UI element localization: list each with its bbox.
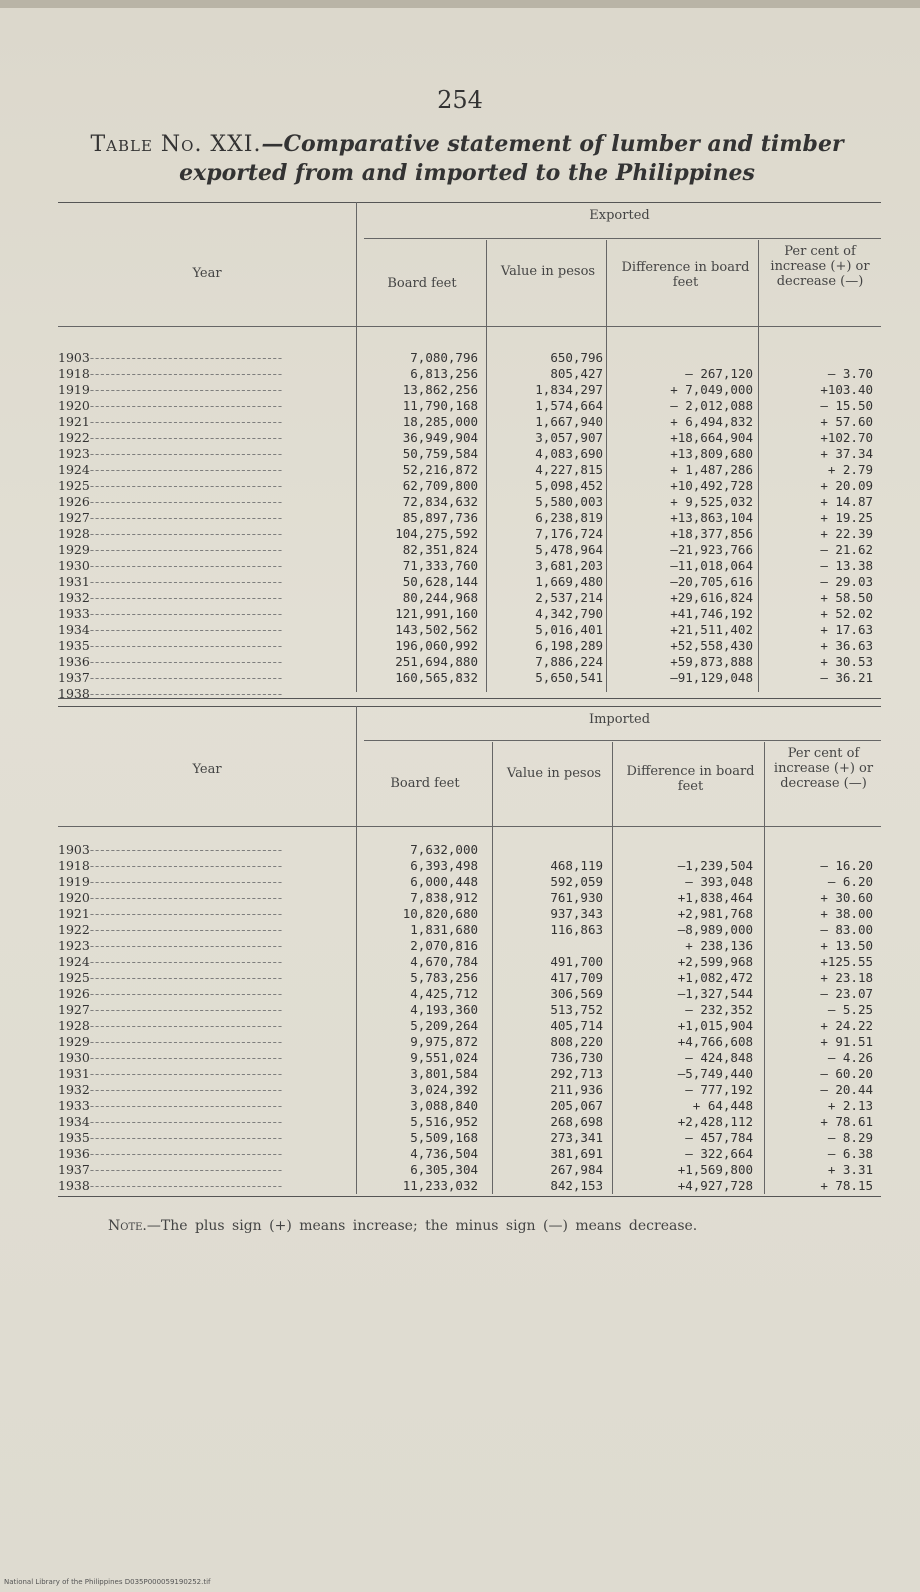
exported-rows bbox=[58, 350, 881, 702]
year-cell: 1928------------------------------------- bbox=[58, 526, 284, 541]
table-row bbox=[58, 558, 881, 574]
table-row bbox=[58, 1114, 881, 1130]
table-row bbox=[58, 1162, 881, 1178]
table-row bbox=[58, 1146, 881, 1162]
difference-cell: +2,599,968 bbox=[677, 954, 753, 969]
table-row bbox=[58, 954, 881, 970]
percent-cell: + 38.00 bbox=[820, 906, 873, 921]
percent-cell: — 6.38 bbox=[827, 1146, 873, 1161]
year-cell: 1931------------------------------------- bbox=[58, 574, 284, 589]
difference-cell: +13,809,680 bbox=[670, 446, 753, 461]
difference-cell: +18,664,904 bbox=[670, 430, 753, 445]
difference-cell: +1,569,800 bbox=[677, 1162, 753, 1177]
board-feet-cell: 85,897,736 bbox=[402, 510, 478, 525]
table-row bbox=[58, 478, 881, 494]
table-number: Table No. XXI. bbox=[90, 132, 262, 157]
year-cell: 1934------------------------------------- bbox=[58, 622, 284, 637]
board-feet-cell: 82,351,824 bbox=[402, 542, 478, 557]
value-cell: 6,238,819 bbox=[535, 510, 603, 525]
value-cell: 211,936 bbox=[550, 1082, 603, 1097]
value-cell: 3,057,907 bbox=[535, 430, 603, 445]
value-cell: 592,059 bbox=[550, 874, 603, 889]
table-row bbox=[58, 986, 881, 1002]
difference-cell: +52,558,430 bbox=[670, 638, 753, 653]
table-row bbox=[58, 686, 881, 702]
scan-footer: National Library of the Philippines D035P000059190252.tif bbox=[4, 1578, 211, 1586]
year-cell: 1932------------------------------------- bbox=[58, 590, 284, 605]
imported-table bbox=[58, 706, 881, 1206]
table-row bbox=[58, 890, 881, 906]
value-cell: 650,796 bbox=[550, 350, 603, 365]
percent-cell: + 23.18 bbox=[820, 970, 873, 985]
board-feet-cell: 4,425,712 bbox=[410, 986, 478, 1001]
table-row bbox=[58, 1034, 881, 1050]
year-cell: 1933------------------------------------- bbox=[58, 1098, 284, 1113]
table-row bbox=[58, 414, 881, 430]
imported-rows bbox=[58, 842, 881, 1194]
table-row bbox=[58, 1130, 881, 1146]
difference-cell: — 2,012,088 bbox=[670, 398, 753, 413]
year-cell: 1929------------------------------------- bbox=[58, 542, 284, 557]
exported-table bbox=[58, 202, 881, 702]
value-cell: 5,478,964 bbox=[535, 542, 603, 557]
board-feet-cell: 5,509,168 bbox=[410, 1130, 478, 1145]
value-cell: 842,153 bbox=[550, 1178, 603, 1193]
year-cell: 1920------------------------------------- bbox=[58, 398, 284, 413]
value-cell: 808,220 bbox=[550, 1034, 603, 1049]
table-row bbox=[58, 1050, 881, 1066]
percent-cell: + 91.51 bbox=[820, 1034, 873, 1049]
table-row bbox=[58, 510, 881, 526]
difference-cell: + 9,525,032 bbox=[670, 494, 753, 509]
difference-cell: +29,616,824 bbox=[670, 590, 753, 605]
board-feet-cell: 6,000,448 bbox=[410, 874, 478, 889]
value-cell: 7,176,724 bbox=[535, 526, 603, 541]
board-feet-header-imported: Board feet bbox=[390, 776, 460, 791]
value-cell: 306,569 bbox=[550, 986, 603, 1001]
difference-cell: +2,428,112 bbox=[677, 1114, 753, 1129]
imported-group-header: Imported bbox=[588, 712, 651, 727]
value-cell: 2,537,214 bbox=[535, 590, 603, 605]
percent-cell: + 37.34 bbox=[820, 446, 873, 461]
percent-cell: — 16.20 bbox=[820, 858, 873, 873]
board-feet-cell: 3,024,392 bbox=[410, 1082, 478, 1097]
value-cell: 205,067 bbox=[550, 1098, 603, 1113]
year-cell: 1903------------------------------------- bbox=[58, 842, 284, 857]
difference-header: Difference in board feet bbox=[621, 260, 750, 290]
percent-cell: + 17.63 bbox=[820, 622, 873, 637]
board-feet-cell: 18,285,000 bbox=[402, 414, 478, 429]
percent-cell: — 60.20 bbox=[820, 1066, 873, 1081]
difference-cell: + 64,448 bbox=[692, 1098, 753, 1113]
difference-cell: +41,746,192 bbox=[670, 606, 753, 621]
value-cell: 4,083,690 bbox=[535, 446, 603, 461]
table-row bbox=[58, 430, 881, 446]
difference-cell: + 238,136 bbox=[685, 938, 753, 953]
board-feet-cell: 5,516,952 bbox=[410, 1114, 478, 1129]
value-cell: 5,098,452 bbox=[535, 478, 603, 493]
percent-cell: + 57.60 bbox=[820, 414, 873, 429]
table-row bbox=[58, 622, 881, 638]
board-feet-cell: 6,393,498 bbox=[410, 858, 478, 873]
table-row bbox=[58, 494, 881, 510]
table-row bbox=[58, 462, 881, 478]
year-cell: 1938------------------------------------- bbox=[58, 686, 284, 701]
year-header-imported: Year bbox=[192, 762, 222, 777]
value-cell: 6,198,289 bbox=[535, 638, 603, 653]
table-note bbox=[108, 1218, 888, 1234]
year-cell: 1937------------------------------------- bbox=[58, 670, 284, 685]
board-feet-cell: 160,565,832 bbox=[395, 670, 478, 685]
board-feet-cell: 3,088,840 bbox=[410, 1098, 478, 1113]
value-cell: 1,669,480 bbox=[535, 574, 603, 589]
table-row bbox=[58, 574, 881, 590]
difference-cell: +13,863,104 bbox=[670, 510, 753, 525]
exported-group-header: Exported bbox=[589, 208, 650, 223]
difference-cell: +59,873,888 bbox=[670, 654, 753, 669]
difference-cell: +21,511,402 bbox=[670, 622, 753, 637]
board-feet-cell: 13,862,256 bbox=[402, 382, 478, 397]
year-cell: 1935------------------------------------- bbox=[58, 638, 284, 653]
year-cell: 1932------------------------------------- bbox=[58, 1082, 284, 1097]
difference-cell: — 424,848 bbox=[685, 1050, 753, 1065]
board-feet-cell: 10,820,680 bbox=[402, 906, 478, 921]
year-cell: 1938------------------------------------- bbox=[58, 1178, 284, 1193]
board-feet-cell: 104,275,592 bbox=[395, 526, 478, 541]
value-cell: 268,698 bbox=[550, 1114, 603, 1129]
percent-cell: +125.55 bbox=[820, 954, 873, 969]
difference-cell: — 457,784 bbox=[685, 1130, 753, 1145]
board-feet-cell: 7,632,000 bbox=[410, 842, 478, 857]
table-row bbox=[58, 874, 881, 890]
value-cell: 805,427 bbox=[550, 366, 603, 381]
board-feet-cell: 9,975,872 bbox=[410, 1034, 478, 1049]
value-cell: 7,886,224 bbox=[535, 654, 603, 669]
value-header: Value in pesos bbox=[500, 264, 596, 279]
year-cell: 1924------------------------------------- bbox=[58, 462, 284, 477]
difference-cell: —21,923,766 bbox=[670, 542, 753, 557]
table-row bbox=[58, 1066, 881, 1082]
table-row bbox=[58, 350, 881, 366]
board-feet-cell: 7,838,912 bbox=[410, 890, 478, 905]
difference-cell: + 1,487,286 bbox=[670, 462, 753, 477]
value-cell: 491,700 bbox=[550, 954, 603, 969]
year-cell: 1927------------------------------------- bbox=[58, 1002, 284, 1017]
board-feet-cell: 6,305,304 bbox=[410, 1162, 478, 1177]
value-cell: 4,342,790 bbox=[535, 606, 603, 621]
year-cell: 1926------------------------------------- bbox=[58, 494, 284, 509]
value-cell: 761,930 bbox=[550, 890, 603, 905]
table-title bbox=[52, 130, 882, 188]
percent-cell: — 3.70 bbox=[827, 366, 873, 381]
year-cell: 1931------------------------------------- bbox=[58, 1066, 284, 1081]
difference-cell: —5,749,440 bbox=[677, 1066, 753, 1081]
difference-cell: —20,705,616 bbox=[670, 574, 753, 589]
percent-cell: + 20.09 bbox=[820, 478, 873, 493]
year-cell: 1919------------------------------------- bbox=[58, 382, 284, 397]
difference-cell: +1,082,472 bbox=[677, 970, 753, 985]
difference-cell: +1,838,464 bbox=[677, 890, 753, 905]
percent-cell: — 5.25 bbox=[827, 1002, 873, 1017]
percent-cell: + 58.50 bbox=[820, 590, 873, 605]
table-row bbox=[58, 906, 881, 922]
percent-cell: + 78.15 bbox=[820, 1178, 873, 1193]
percent-cell: + 19.25 bbox=[820, 510, 873, 525]
year-cell: 1934------------------------------------- bbox=[58, 1114, 284, 1129]
board-feet-cell: 196,060,992 bbox=[395, 638, 478, 653]
board-feet-cell: 4,736,504 bbox=[410, 1146, 478, 1161]
table-row bbox=[58, 1098, 881, 1114]
table-row bbox=[58, 654, 881, 670]
year-cell: 1920------------------------------------- bbox=[58, 890, 284, 905]
value-cell: 468,119 bbox=[550, 858, 603, 873]
percent-cell: — 36.21 bbox=[820, 670, 873, 685]
table-row bbox=[58, 638, 881, 654]
board-feet-cell: 5,209,264 bbox=[410, 1018, 478, 1033]
table-row bbox=[58, 842, 881, 858]
table-row bbox=[58, 670, 881, 686]
difference-cell: +1,015,904 bbox=[677, 1018, 753, 1033]
note-label: Note. bbox=[108, 1218, 147, 1234]
difference-cell: +18,377,856 bbox=[670, 526, 753, 541]
board-feet-cell: 36,949,904 bbox=[402, 430, 478, 445]
table-row bbox=[58, 446, 881, 462]
year-cell: 1925------------------------------------- bbox=[58, 478, 284, 493]
value-cell: 417,709 bbox=[550, 970, 603, 985]
year-cell: 1921------------------------------------- bbox=[58, 906, 284, 921]
difference-cell: —91,129,048 bbox=[670, 670, 753, 685]
board-feet-cell: 72,834,632 bbox=[402, 494, 478, 509]
value-cell: 5,016,401 bbox=[535, 622, 603, 637]
board-feet-cell: 251,694,880 bbox=[395, 654, 478, 669]
table-row bbox=[58, 1082, 881, 1098]
percent-cell: — 23.07 bbox=[820, 986, 873, 1001]
year-cell: 1918------------------------------------- bbox=[58, 366, 284, 381]
table-row bbox=[58, 1178, 881, 1194]
difference-cell: —11,018,064 bbox=[670, 558, 753, 573]
value-cell: 513,752 bbox=[550, 1002, 603, 1017]
table-row bbox=[58, 858, 881, 874]
year-cell: 1930------------------------------------- bbox=[58, 558, 284, 573]
percent-cell: — 20.44 bbox=[820, 1082, 873, 1097]
year-cell: 1929------------------------------------- bbox=[58, 1034, 284, 1049]
board-feet-cell: 62,709,800 bbox=[402, 478, 478, 493]
year-cell: 1925------------------------------------- bbox=[58, 970, 284, 985]
year-cell: 1921------------------------------------- bbox=[58, 414, 284, 429]
year-cell: 1919------------------------------------- bbox=[58, 874, 284, 889]
year-cell: 1923------------------------------------- bbox=[58, 446, 284, 461]
year-cell: 1918------------------------------------- bbox=[58, 858, 284, 873]
year-cell: 1922------------------------------------- bbox=[58, 430, 284, 445]
percent-cell: + 52.02 bbox=[820, 606, 873, 621]
table-row bbox=[58, 938, 881, 954]
table-row bbox=[58, 590, 881, 606]
table-row bbox=[58, 1002, 881, 1018]
value-cell: 1,667,940 bbox=[535, 414, 603, 429]
difference-cell: + 7,049,000 bbox=[670, 382, 753, 397]
percent-cell: + 78.61 bbox=[820, 1114, 873, 1129]
difference-cell: — 393,048 bbox=[685, 874, 753, 889]
difference-cell: +4,927,728 bbox=[677, 1178, 753, 1193]
value-cell: 116,863 bbox=[550, 922, 603, 937]
board-feet-cell: 143,502,562 bbox=[395, 622, 478, 637]
note-text: —The plus sign (+) means increase; the minus sign (—) means decrease. bbox=[146, 1218, 698, 1234]
board-feet-cell: 5,783,256 bbox=[410, 970, 478, 985]
percent-cell: — 29.03 bbox=[820, 574, 873, 589]
table-row bbox=[58, 606, 881, 622]
percent-cell: + 3.31 bbox=[827, 1162, 873, 1177]
board-feet-cell: 7,080,796 bbox=[410, 350, 478, 365]
difference-cell: +10,492,728 bbox=[670, 478, 753, 493]
board-feet-cell: 4,193,360 bbox=[410, 1002, 478, 1017]
value-cell: 1,574,664 bbox=[535, 398, 603, 413]
percent-cell: — 21.62 bbox=[820, 542, 873, 557]
year-cell: 1935------------------------------------- bbox=[58, 1130, 284, 1145]
percent-cell: — 8.29 bbox=[827, 1130, 873, 1145]
value-cell: 292,713 bbox=[550, 1066, 603, 1081]
year-cell: 1924------------------------------------- bbox=[58, 954, 284, 969]
percent-cell: + 24.22 bbox=[820, 1018, 873, 1033]
table-caption: —Comparative statement of lumber and timber exported from and imported to the Philippines bbox=[179, 131, 844, 186]
table-row bbox=[58, 398, 881, 414]
value-cell: 273,341 bbox=[550, 1130, 603, 1145]
board-feet-cell: 9,551,024 bbox=[410, 1050, 478, 1065]
value-cell: 405,714 bbox=[550, 1018, 603, 1033]
difference-cell: +4,766,608 bbox=[677, 1034, 753, 1049]
value-cell: 1,834,297 bbox=[535, 382, 603, 397]
scan-edge bbox=[0, 0, 920, 8]
year-header: Year bbox=[192, 266, 222, 281]
year-cell: 1903------------------------------------- bbox=[58, 350, 284, 365]
table-row bbox=[58, 382, 881, 398]
year-cell: 1922------------------------------------- bbox=[58, 922, 284, 937]
table-row bbox=[58, 526, 881, 542]
difference-cell: — 777,192 bbox=[685, 1082, 753, 1097]
board-feet-cell: 52,216,872 bbox=[402, 462, 478, 477]
difference-cell: — 232,352 bbox=[685, 1002, 753, 1017]
board-feet-cell: 2,070,816 bbox=[410, 938, 478, 953]
board-feet-header: Board feet bbox=[387, 276, 457, 291]
board-feet-cell: 50,759,584 bbox=[402, 446, 478, 461]
year-cell: 1933------------------------------------- bbox=[58, 606, 284, 621]
table-row bbox=[58, 970, 881, 986]
value-header-imported: Value in pesos bbox=[506, 766, 602, 781]
year-cell: 1936------------------------------------- bbox=[58, 1146, 284, 1161]
table-row bbox=[58, 542, 881, 558]
percent-cell: — 13.38 bbox=[820, 558, 873, 573]
difference-cell: + 6,494,832 bbox=[670, 414, 753, 429]
percent-header: Per cent of increase (+) or decrease (—) bbox=[770, 244, 870, 289]
percent-cell: + 2.79 bbox=[827, 462, 873, 477]
percent-cell: + 30.60 bbox=[820, 890, 873, 905]
board-feet-cell: 11,233,032 bbox=[402, 1178, 478, 1193]
year-cell: 1928------------------------------------- bbox=[58, 1018, 284, 1033]
percent-cell: +102.70 bbox=[820, 430, 873, 445]
table-row bbox=[58, 1018, 881, 1034]
value-cell: 3,681,203 bbox=[535, 558, 603, 573]
board-feet-cell: 11,790,168 bbox=[402, 398, 478, 413]
percent-cell: — 6.20 bbox=[827, 874, 873, 889]
board-feet-cell: 3,801,584 bbox=[410, 1066, 478, 1081]
percent-cell: +103.40 bbox=[820, 382, 873, 397]
board-feet-cell: 121,991,160 bbox=[395, 606, 478, 621]
difference-cell: —1,239,504 bbox=[677, 858, 753, 873]
board-feet-cell: 6,813,256 bbox=[410, 366, 478, 381]
board-feet-cell: 71,333,760 bbox=[402, 558, 478, 573]
percent-cell: — 83.00 bbox=[820, 922, 873, 937]
value-cell: 381,691 bbox=[550, 1146, 603, 1161]
value-cell: 5,580,003 bbox=[535, 494, 603, 509]
year-cell: 1927------------------------------------- bbox=[58, 510, 284, 525]
percent-cell: + 36.63 bbox=[820, 638, 873, 653]
difference-cell: +2,981,768 bbox=[677, 906, 753, 921]
board-feet-cell: 1,831,680 bbox=[410, 922, 478, 937]
year-cell: 1937------------------------------------- bbox=[58, 1162, 284, 1177]
value-cell: 736,730 bbox=[550, 1050, 603, 1065]
value-cell: 5,650,541 bbox=[535, 670, 603, 685]
board-feet-cell: 50,628,144 bbox=[402, 574, 478, 589]
difference-cell: —1,327,544 bbox=[677, 986, 753, 1001]
difference-cell: —8,989,000 bbox=[677, 922, 753, 937]
difference-cell: — 322,664 bbox=[685, 1146, 753, 1161]
percent-header-imported: Per cent of increase (+) or decrease (—) bbox=[773, 746, 874, 791]
year-cell: 1923------------------------------------- bbox=[58, 938, 284, 953]
year-cell: 1926------------------------------------- bbox=[58, 986, 284, 1001]
value-cell: 4,227,815 bbox=[535, 462, 603, 477]
percent-cell: + 14.87 bbox=[820, 494, 873, 509]
difference-header-imported: Difference in board feet bbox=[626, 764, 755, 794]
value-cell: 937,343 bbox=[550, 906, 603, 921]
percent-cell: + 2.13 bbox=[827, 1098, 873, 1113]
board-feet-cell: 80,244,968 bbox=[402, 590, 478, 605]
difference-cell: — 267,120 bbox=[685, 366, 753, 381]
percent-cell: — 15.50 bbox=[820, 398, 873, 413]
percent-cell: — 4.26 bbox=[827, 1050, 873, 1065]
table-row bbox=[58, 922, 881, 938]
percent-cell: + 30.53 bbox=[820, 654, 873, 669]
percent-cell: + 13.50 bbox=[820, 938, 873, 953]
percent-cell: + 22.39 bbox=[820, 526, 873, 541]
table-row bbox=[58, 366, 881, 382]
board-feet-cell: 4,670,784 bbox=[410, 954, 478, 969]
page-number: 254 bbox=[437, 86, 483, 114]
year-cell: 1930------------------------------------- bbox=[58, 1050, 284, 1065]
year-cell: 1936------------------------------------- bbox=[58, 654, 284, 669]
value-cell: 267,984 bbox=[550, 1162, 603, 1177]
